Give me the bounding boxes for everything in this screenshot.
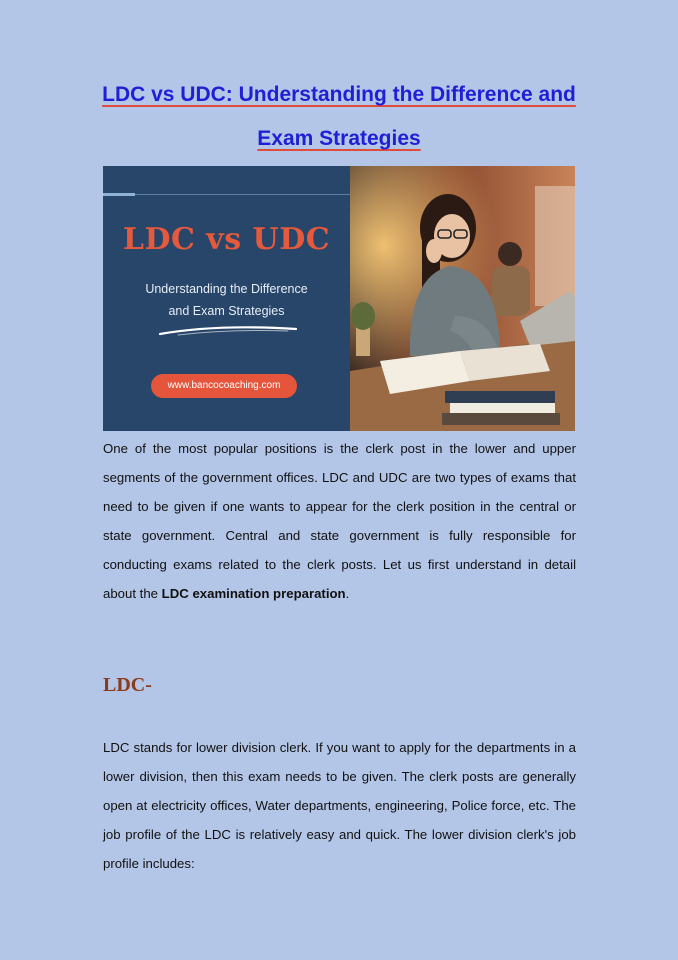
hero-heading: LDC vs UDC [122, 222, 331, 257]
hero-text-panel [103, 166, 350, 431]
ldc-paragraph: LDC stands for lower division clerk. If you want to apply for the departments in a lower division, then this exam needs to be given. The clerk posts are generally open at electricity offices, Water departments, engineering, Police force, etc. The job profile of the LDC is relatively easy and quick. The lower division clerk's job profile includes: [103, 740, 576, 871]
hero-banner [103, 166, 575, 431]
page-title [60, 72, 618, 160]
intro-bold-link: LDC examination preparation [161, 586, 346, 601]
intro-tail: . [345, 586, 350, 601]
swoosh-decoration [158, 324, 298, 338]
page-title-line1: LDC vs UDC: Understanding the Difference and [102, 83, 576, 106]
page-title-line2: Exam Strategies [257, 127, 421, 150]
website-badge: www.bancocoaching.com [151, 374, 297, 398]
hero-subtitle-line1: Understanding the Difference [145, 282, 308, 296]
hero-divider-accent [103, 193, 135, 196]
intro-text: One of the most popular positions is the clerk post in the lower and upper segments of the government offices. LDC and UDC are two types of exams that need to be given if one wants to appear for the clerk position in the central or state government. Central and state government is fully responsible for conducting exams related to the clerk posts. Let us first understand in detail about the [103, 441, 576, 601]
student-studying-photo [350, 166, 575, 431]
intro-paragraph [103, 434, 576, 608]
section-heading-ldc: LDC- [103, 674, 152, 696]
hero-divider-line [103, 194, 350, 195]
hero-subtitle [103, 278, 350, 322]
hero-subtitle-line2: and Exam Strategies [168, 304, 285, 318]
